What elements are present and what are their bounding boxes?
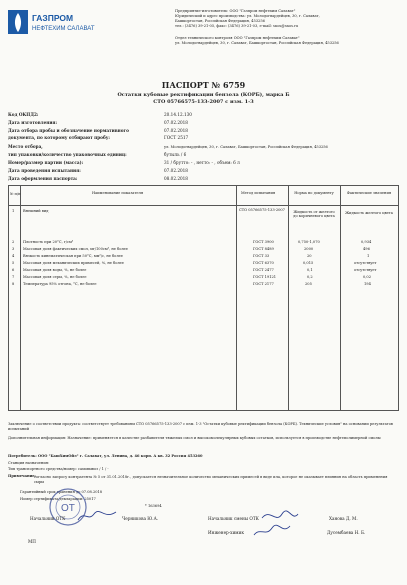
passport-subtitle: Остатки кубовые ректификации бензола (КОРБ), марка Б	[117, 92, 290, 98]
stamp-place-label: МП	[28, 539, 36, 544]
table-cell: 0,02	[363, 275, 372, 279]
signature-name: Черникова Ю.А.	[122, 516, 159, 521]
table-cell: 1	[367, 254, 370, 258]
table-cell: 5	[12, 261, 15, 265]
table-cell: ГОСТ 8489	[253, 247, 274, 251]
table-cell: ГОСТ 6370	[253, 261, 274, 265]
table-cell: Температура 95% отгона, °С, не более	[23, 282, 97, 286]
org-line: Башкортостан, Российская Федерация, 453256	[175, 19, 265, 23]
table-cell: Массовая доля серы, %, не более	[23, 275, 87, 279]
org-line: ул. Молодогвардейцев, 30, г. Салават, Башкортостан, Российская Федерация, 453256	[175, 41, 339, 45]
table-cell: 7	[12, 275, 15, 279]
conclusion-text: Заключение о соответствии продукта: соответствует требованиям СТО 05766575-133-2007 с изм. 1-3 "Остатки кубовые ректификации бензола (КОРБ). Технические условия" на основании результатов испытаний	[8, 422, 393, 431]
info-label: Место отбора,	[8, 144, 43, 149]
passport-standard: СТО 05766575-133-2007 с изм. 1-3	[153, 99, 254, 105]
info-label: Номер/размер партии (масса):	[8, 160, 84, 165]
info-value: 07.02.2018	[164, 120, 188, 125]
signature-role: Начальник смены ОТК	[208, 516, 259, 521]
table-cell: 4	[12, 254, 15, 258]
table-cell: отсутствует	[354, 261, 377, 265]
table-cell: ГОСТ 3900	[253, 240, 274, 244]
table-cell: 0,015	[303, 261, 314, 265]
transport-line: Тип транспортного средства/номер: самовывоз / 1 / -	[8, 467, 109, 471]
signature-name: Дусембаева Н. Б.	[327, 530, 366, 535]
info-label: Код ОКПД2:	[8, 112, 39, 117]
table-cell: Массовая доля воды, %, не более	[23, 268, 87, 272]
table-cell: 2	[12, 240, 15, 244]
table-cell: ГОСТ 2177	[253, 282, 274, 286]
svg-text:НЕФТЕХИМ САЛАВАТ: НЕФТЕХИМ САЛАВАТ	[32, 26, 95, 32]
table-cell: 1	[12, 209, 15, 213]
org-line: Юридический и адрес производства: ул. Молодогвардейцев, 30, г. Салават,	[175, 14, 320, 18]
table-cell: ГОСТ 19121	[253, 275, 277, 279]
table-cell: 496	[363, 247, 370, 251]
table-cell: 2000	[304, 247, 314, 251]
note-text: согласно запросу контрагента № 5 от 31.01.2018г., допускается незначительное количество механических примесей в виде ила, которое не оказывает влияния на область применения сыры	[34, 475, 388, 484]
cert-number: * 163694	[145, 504, 162, 508]
table-cell: СТО 05766575-133-2007	[239, 208, 285, 212]
gazprom-logo-icon	[8, 8, 100, 38]
signature-icon	[76, 508, 118, 524]
table-cell: Вязкость кинематическая при 50°С, мм²/с, не более	[23, 254, 123, 258]
table-cell: 0,1	[307, 268, 313, 272]
table-cell: 0,934	[361, 240, 372, 244]
info-label: Дата отбора пробы и обозначение нормативного	[8, 128, 129, 133]
signature-role: Начальник ОТК	[30, 516, 66, 521]
info-value: ГОСТ 2517	[164, 135, 189, 140]
info-label: Дата оформления паспорта:	[8, 176, 78, 181]
table-cell: Массовая доля механических примесей, %, не более	[23, 261, 124, 265]
table-cell: ГОСТ 2477	[253, 268, 274, 272]
info-value: ул. Молодогвардейцев, 30, г. Салават, Башкортостан, Российская Федерация, 453256	[164, 145, 328, 149]
info-value: 31 / брутто: - , нетто: - , объем: 6 л	[164, 160, 240, 165]
info-value: 08.02.2018	[164, 176, 188, 181]
company-logo	[8, 8, 100, 38]
info-value: 20.14.12.130	[164, 112, 192, 117]
table-cell: 205	[305, 282, 312, 286]
info-label: Дата изготовления:	[8, 120, 58, 125]
info-value: 07.02.2018	[164, 168, 188, 173]
table-cell: 8	[12, 282, 15, 286]
consumer-line: Потребитель: ООО "БашХимОйл" г. Салават, ул. Ленина, д. 46 корп. А кв. 32 Россия 453260	[8, 454, 203, 458]
passport-title: ПАСПОРТ № 6759	[161, 80, 246, 90]
note-label: Примечание:	[8, 474, 36, 478]
table-cell: ГОСТ 33	[253, 254, 270, 258]
table-cell: Плотность при 20°С, г/см³	[23, 240, 74, 244]
table-cell: Жидкость желтого цвета	[345, 211, 393, 215]
table-cell: 6	[12, 268, 15, 272]
org-line: Отдел технического контроля ООО "Газпром нефтехим Салават"	[175, 36, 300, 40]
cert-line: Номер сертификата/декларации: 25017	[20, 497, 96, 501]
info-value: 07.02.2018	[164, 128, 188, 133]
info-label: документа, по которому отбирают пробу:	[8, 135, 110, 140]
org-line: тел.: (3476) 39-21-05, факс: (3476) 39-21-03, e-mail: snos@snos.ru	[175, 24, 299, 28]
table-cell: 20	[307, 254, 312, 258]
table-header: Метод испытания	[241, 191, 276, 195]
table-cell: 194	[364, 282, 371, 286]
table-cell: Массовая доля фактических смол, мг/100см³, не более	[23, 247, 128, 251]
svg-text:ГАЗПРОМ: ГАЗПРОМ	[32, 13, 74, 23]
table-cell: 0,750-1,070	[298, 240, 320, 244]
table-cell: 0,2	[307, 275, 313, 279]
additional-info: Дополнительная информация: Назначение: применяется в качестве разбавителя тяжелых смол и высокомолекулярных кубовых остатков, используется в производстве нефтеполимерной смолы	[8, 436, 381, 440]
table-cell: Внешний вид	[23, 209, 49, 213]
table-cell: отсутствует	[354, 268, 377, 272]
table-cell: 3	[12, 247, 15, 251]
org-line: Предприятие-изготовитель: ООО "Газпром нефтехим Салават"	[175, 9, 296, 13]
table-header: Норма по документу	[294, 191, 334, 195]
info-label: тип упаковки/количество упаковочных единиц:	[8, 152, 127, 157]
table-header: № п/п	[10, 192, 21, 196]
svg-text:OT: OT	[61, 503, 75, 514]
signature-role: Инженер-химик	[208, 530, 244, 535]
signature-icon	[252, 523, 292, 539]
table-header: Фактические значения	[346, 191, 392, 195]
info-label: Дата проведения испытания:	[8, 168, 81, 173]
info-value: бутыль / 6	[164, 152, 187, 157]
table-header: Наименование показателя	[92, 191, 144, 195]
signature-name: Ханова Д. М.	[329, 516, 358, 521]
table-cell: Жидкость от желтого до коричневого цвета	[293, 210, 335, 219]
destination-label: Станция назначения:	[8, 461, 50, 465]
storage-date: Гарантийный срок хранения до 07.08.2018	[20, 490, 103, 494]
signature-icon	[260, 508, 300, 524]
